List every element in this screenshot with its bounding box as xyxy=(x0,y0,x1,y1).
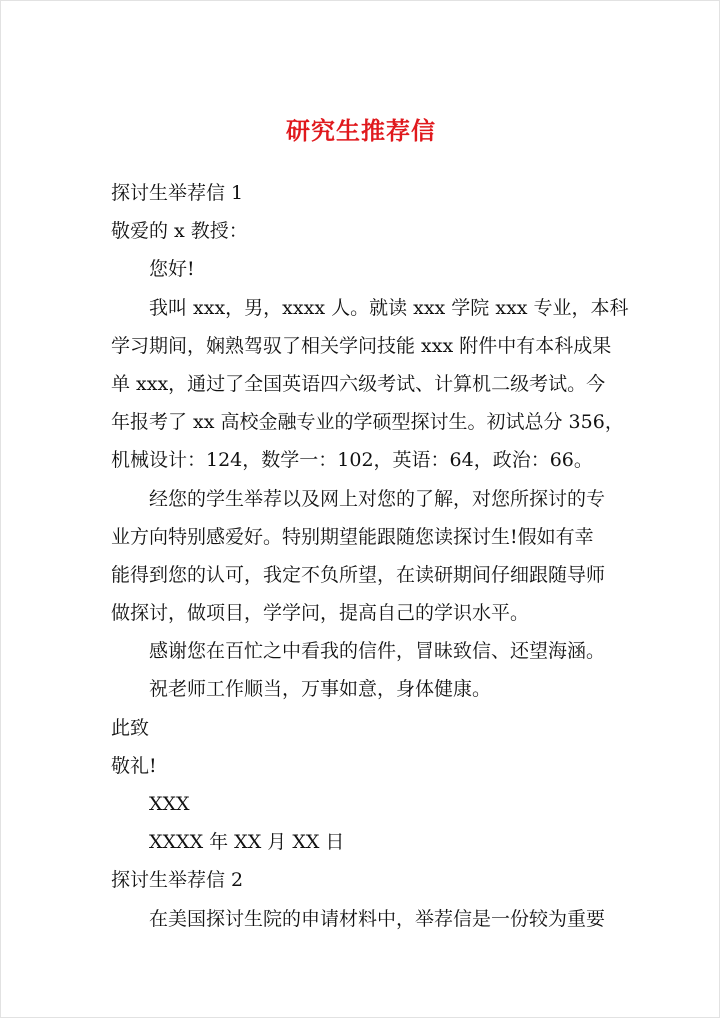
paragraph-line: 祝老师工作顺当，万事如意，身体健康。 xyxy=(149,678,492,701)
text-line: 探讨生举荐信 1 xyxy=(111,182,244,204)
paragraph-line: 学习期间，娴熟驾驭了相关学问技能 xxx 附件中有本科成果 xyxy=(111,334,612,357)
signature-line: XXX xyxy=(149,793,190,815)
paragraph-line: 机械设计：124，数学一：102，英语：64，政治：66。 xyxy=(111,449,593,472)
document-body xyxy=(111,174,631,938)
closing-line: 敬礼! xyxy=(111,754,157,777)
paragraph-line: 年报考了 xx 高校金融专业的学硕型探讨生。初试总分 356， xyxy=(111,411,624,434)
date-line: XXXX 年 XX 月 XX 日 xyxy=(149,831,345,854)
section-heading: 探讨生举荐信 2 xyxy=(111,869,244,892)
paragraph-line: 在美国探讨生院的申请材料中，举荐信是一份较为重要 xyxy=(149,907,606,930)
paragraph-line: 感谢您在百忙之中看我的信件，冒昧致信、还望海涵。 xyxy=(149,640,606,663)
salutation-line: 敬爱的 x 教授： xyxy=(111,220,248,243)
paragraph-line: 单 xxx，通过了全国英语四六级考试、计算机二级考试。今 xyxy=(111,372,606,395)
paragraph-line: 能得到您的认可，我定不负所望，在读研期间仔细跟随导师 xyxy=(111,563,606,586)
document-title: 研究生推荐信 xyxy=(286,116,436,145)
paragraph-line: 我叫 xxx，男，xxxx 人。就读 xxx 学院 xxx 专业，本科 xyxy=(149,296,629,319)
paragraph-line: 业方向特别感爱好。特别期望能跟随您读探讨生!假如有幸 xyxy=(111,525,594,548)
paragraph-line: 经您的学生举荐以及网上对您的了解，对您所探讨的专 xyxy=(149,487,606,510)
closing-line: 此致 xyxy=(111,716,150,739)
greeting-line: 您好! xyxy=(149,258,195,281)
paragraph-line: 做探讨，做项目，学学问，提高自己的学识水平。 xyxy=(111,602,530,625)
